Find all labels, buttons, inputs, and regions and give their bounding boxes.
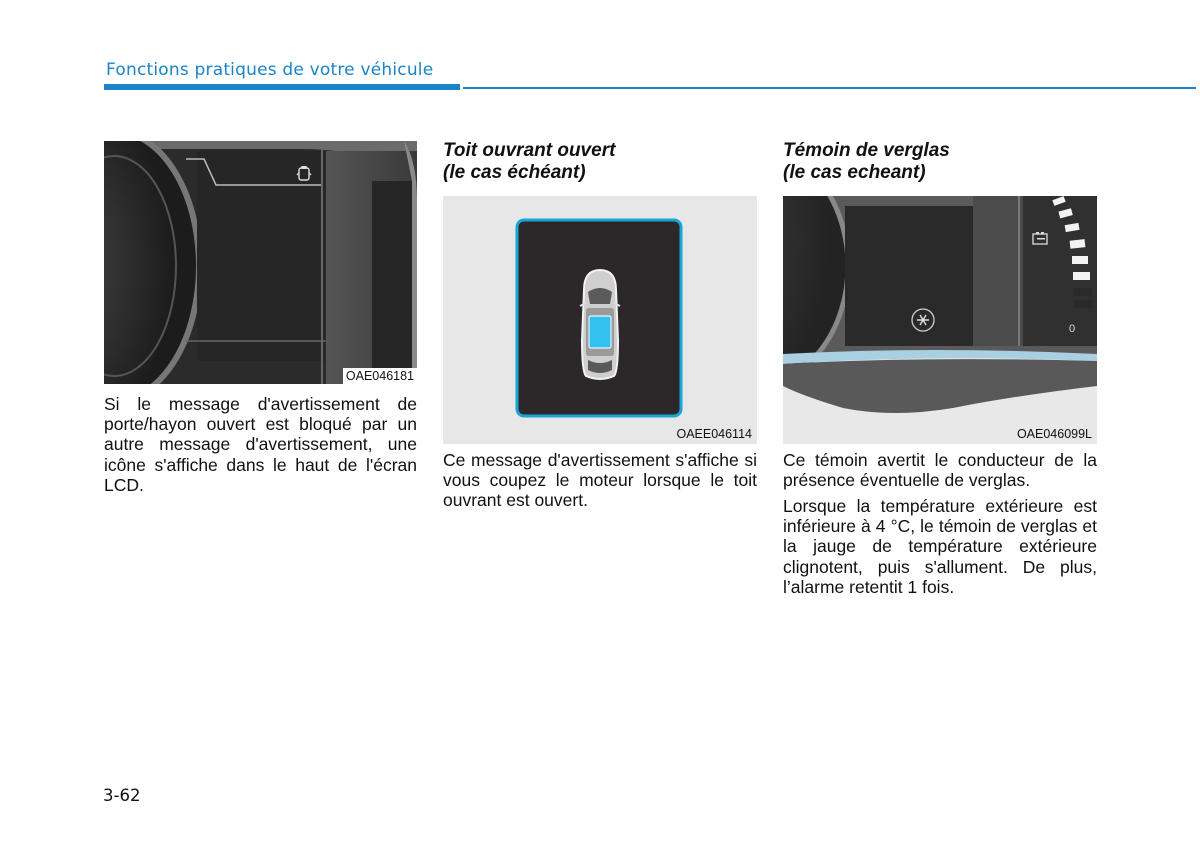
figure-code: OAE046181 bbox=[343, 368, 417, 384]
figure-ice-warning bbox=[783, 196, 1097, 444]
instrument-cluster-ice-illustration bbox=[783, 196, 1097, 444]
gauge-zero-label: 0 bbox=[1069, 323, 1076, 335]
paragraph: Lorsque la température extérieure est inférieure à 4 °C, le témoin de verglas et la jauge de température extérieure clignotent, puis s'allument. De plus, l’alarme retentit 1 fois. bbox=[783, 496, 1097, 597]
section-heading bbox=[443, 140, 757, 184]
section-heading-line2: (le cas echeant) bbox=[783, 162, 926, 183]
section-heading-line1: Toit ouvrant ouvert bbox=[443, 140, 616, 161]
section-heading-line2: (le cas échéant) bbox=[443, 162, 586, 183]
section-heading bbox=[783, 140, 1097, 184]
section-heading-line1: Témoin de verglas bbox=[783, 140, 950, 161]
figure-code: OAEE046114 bbox=[676, 427, 752, 441]
car-sunroof-open-icon bbox=[580, 270, 620, 379]
lcd-sunroof-illustration bbox=[443, 196, 757, 444]
figure-door-warning bbox=[104, 141, 417, 384]
paragraph: Ce témoin avertit le conducteur de la présence éventuelle de verglas. bbox=[783, 450, 1097, 491]
header-rule-thick bbox=[104, 84, 460, 90]
figure-sunroof-open bbox=[443, 196, 757, 444]
header-rule-thin bbox=[463, 87, 1196, 89]
paragraph: Ce message d'avertissement s'affiche si vous coupez le moteur lorsque le toit ouvrant est ouvert. bbox=[443, 450, 757, 511]
page-number: 3-62 bbox=[103, 786, 141, 805]
header-title: Fonctions pratiques de votre véhicule bbox=[106, 60, 434, 80]
instrument-cluster-illustration bbox=[104, 141, 417, 384]
paragraph: Si le message d'avertissement de porte/hayon ouvert est bloqué par un autre message d'avertissement, une icône s'affiche dans le haut de l'écran LCD. bbox=[104, 394, 417, 495]
figure-code: OAE046099L bbox=[1016, 427, 1092, 441]
